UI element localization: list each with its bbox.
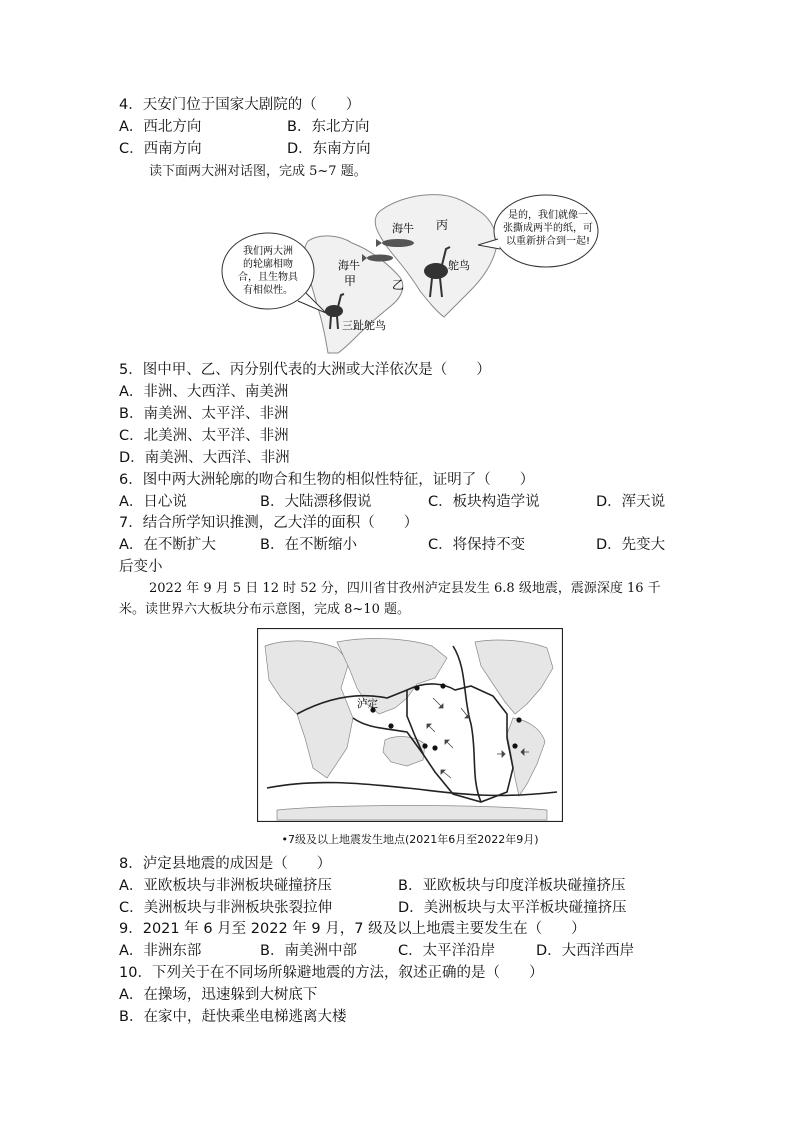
- q6-stem: 6．图中两大洲轮廓的吻合和生物的相似性特征，证明了（ ）: [119, 472, 535, 488]
- left-speech-bubble: [222, 233, 314, 309]
- left-bubble-line-2: 的轮廓相吻: [243, 259, 293, 270]
- right-bubble-line-2: 张撕成两半的纸，可: [503, 223, 593, 234]
- label-bing: 丙: [436, 218, 449, 232]
- label-yi: 乙: [392, 278, 405, 292]
- label-ostrich: 鸵鸟: [448, 259, 470, 272]
- q8-option-d[interactable]: D．美洲板块与太平洋板块碰撞挤压: [398, 900, 627, 916]
- q6-option-c[interactable]: C．板块构造学说: [428, 494, 540, 510]
- intro-5-7: 读下面两大洲对话图，完成 5~7 题。: [149, 164, 367, 179]
- q7-option-b[interactable]: B．在不断缩小: [260, 537, 357, 553]
- q8-stem: 8．泸定县地震的成因是（ ）: [119, 856, 332, 872]
- q6-option-a[interactable]: A．日心说: [119, 494, 187, 510]
- q8-option-a[interactable]: A．亚欧板块与非洲板块碰撞挤压: [119, 878, 332, 894]
- q9-option-c[interactable]: C．太平洋沿岸: [398, 943, 496, 959]
- q5-option-d[interactable]: D．南美洲、大西洋、非洲: [119, 450, 290, 466]
- right-bubble-line-3: 以重新拼合到一起!: [505, 236, 591, 247]
- q7-option-c[interactable]: C．将保持不变: [428, 537, 526, 553]
- q5-option-b[interactable]: B．南美洲、太平洋、非洲: [119, 406, 289, 422]
- q6-option-b[interactable]: B．大陆漂移假说: [260, 494, 372, 510]
- left-bubble-line-3: 合，且生物具: [238, 272, 298, 283]
- q7-option-d[interactable]: D．先变大: [596, 537, 666, 553]
- label-rhea: 三趾鸵鸟: [342, 319, 386, 332]
- q9-stem: 9．2021 年 6 月至 2022 年 9 月，7 级及以上地震主要发生在（ ）: [119, 921, 586, 937]
- q9-option-b[interactable]: B．南美洲中部: [260, 943, 357, 959]
- world-plates-map: [257, 628, 563, 822]
- q4-option-b[interactable]: B．东北方向: [287, 119, 370, 135]
- q9-option-d[interactable]: D．大西洋西岸: [536, 943, 635, 959]
- left-bubble-line-1: 我们两大洲: [243, 246, 293, 257]
- intro-8-10-line-2: 米。读世界六大板块分布示意图，完成 8~10 题。: [119, 602, 410, 617]
- label-manatee-africa: 海牛: [392, 222, 414, 235]
- label-manatee-sa: 海牛: [338, 259, 360, 272]
- q4-option-c[interactable]: C．西南方向: [119, 141, 202, 157]
- right-bubble-line-1: 是的，我们就像一: [508, 210, 588, 221]
- q8-option-b[interactable]: B．亚欧板块与印度洋板块碰撞挤压: [398, 878, 626, 894]
- q5-stem: 5．图中甲、乙、丙分别代表的大洲或大洋依次是（ ）: [119, 362, 491, 378]
- q4-option-d[interactable]: D．东南方向: [287, 141, 371, 157]
- q4-stem: 4．天安门位于国家大剧院的（ ）: [119, 97, 361, 113]
- intro-8-10-line-1: 2022 年 9 月 5 日 12 时 52 分，四川省甘孜州泸定县发生 6.8 级地震，震源深度 16 千: [149, 581, 661, 596]
- q7-stem: 7．结合所学知识推测，乙大洋的面积（ ）: [119, 515, 419, 531]
- q8-option-c[interactable]: C．美洲板块与非洲板块张裂拉伸: [119, 900, 333, 916]
- left-bubble-line-4: 有相似性。: [243, 285, 293, 296]
- q4-option-a[interactable]: A．西北方向: [119, 119, 202, 135]
- q10-option-a[interactable]: A．在操场，迅速躲到大树底下: [119, 987, 318, 1003]
- q7-option-a[interactable]: A．在不断扩大: [119, 537, 216, 553]
- map-caption: •7级及以上地震发生地点(2021年6月至2022年9月): [281, 833, 539, 846]
- continents-dialogue-figure: [220, 183, 610, 355]
- label-jia: 甲: [344, 274, 357, 288]
- q10-stem: 10．下列关于在不同场所躲避地震的方法，叙述正确的是（ ）: [119, 965, 544, 981]
- q6-option-d[interactable]: D．浑天说: [596, 494, 666, 510]
- land-antarctica: [277, 806, 547, 821]
- q5-option-a[interactable]: A．非洲、大西洋、南美洲: [119, 384, 289, 400]
- manatee-icon-africa: [376, 239, 414, 247]
- luding-label: 泸定: [357, 698, 378, 710]
- q5-option-c[interactable]: C．北美洲、太平洋、非洲: [119, 428, 289, 444]
- south-america-shape: [304, 236, 403, 353]
- q7-option-d-continuation: 后变小: [119, 559, 163, 575]
- q9-option-a[interactable]: A．非洲东部: [119, 943, 202, 959]
- q10-option-b[interactable]: B．在家中，赶快乘坐电梯逃离大楼: [119, 1009, 347, 1025]
